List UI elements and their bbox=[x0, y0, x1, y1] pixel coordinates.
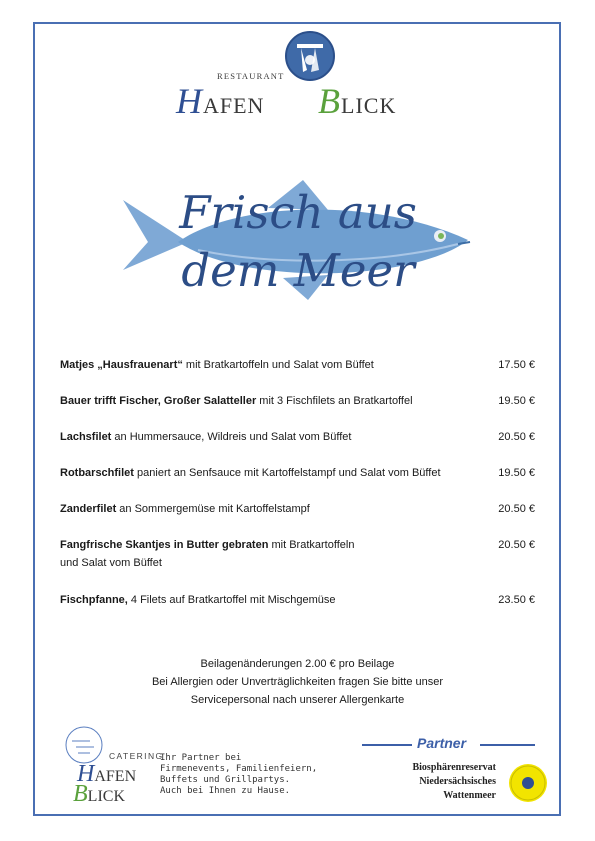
logo-restaurant-text: RESTAURANT bbox=[217, 71, 285, 81]
menu-item-desc: an Sommergemüse mit Kartoffelstampf bbox=[116, 503, 310, 515]
menu-item-name: Zanderfilet bbox=[60, 503, 117, 515]
catering-logo-block bbox=[62, 725, 318, 807]
partner-title: Partner bbox=[417, 735, 467, 751]
biosphere-seal-icon bbox=[508, 763, 548, 803]
menu-item-price: 20.50 € bbox=[498, 539, 535, 551]
menu-item-name: Bauer trifft Fischer, Großer Salatteller bbox=[60, 395, 257, 407]
partner-rule-left bbox=[362, 744, 412, 746]
menu-item-name: Lachsfilet bbox=[60, 431, 112, 443]
restaurant-logo bbox=[0, 0, 595, 130]
hero-title-line1: Frisch aus bbox=[179, 186, 417, 239]
catering-description: Ihr Partner bei Firmenevents, Familienfeiern, Buffets und Grillpartys. Auch bei Ihnen zu Hause. bbox=[160, 753, 318, 796]
allergy-notes bbox=[0, 655, 595, 709]
menu-item-desc: mit 3 Fischfilets an Bratkartoffel bbox=[256, 395, 413, 407]
catering-label: CATERING bbox=[109, 751, 164, 761]
fish-hero bbox=[118, 170, 478, 315]
menu-item-desc: mit Bratkartoffeln und Salat vom Büffet bbox=[182, 359, 374, 371]
lighthouse-emblem-icon bbox=[283, 30, 337, 82]
menu-item-desc: an Hummersauce, Wildreis und Salat vom Büffet bbox=[111, 431, 352, 443]
menu-item-price: 19.50 € bbox=[498, 395, 535, 407]
menu-item-name: Fischpfanne, bbox=[60, 594, 128, 606]
menu-item-name: Matjes „Hausfrauenart“ bbox=[60, 359, 183, 371]
menu-item-price: 19.50 € bbox=[498, 467, 535, 479]
menu-item-price: 17.50 € bbox=[498, 359, 535, 371]
menu-item-desc: paniert an Senfsauce mit Kartoffelstampf und Salat vom Büffet bbox=[133, 467, 441, 479]
hero-title-line2: dem Meer bbox=[181, 244, 415, 297]
catering-hafen: HAFEN bbox=[77, 761, 137, 787]
notes-line: Bei Allergien oder Unverträglichkeiten fragen Sie bitte unser bbox=[151, 676, 444, 688]
logo-blick: BLICK bbox=[318, 81, 397, 121]
menu-item-price: 23.50 € bbox=[498, 594, 535, 606]
menu-item-desc: mit Bratkartoffeln bbox=[268, 539, 355, 551]
partner-text: Biosphärenreservat Niedersächsisches Wattenmeer bbox=[412, 762, 496, 801]
menu-item-desc: 4 Filets auf Bratkartoffel mit Mischgemüse bbox=[127, 594, 336, 606]
notes-line: Servicepersonal nach unserer Allergenkarte bbox=[190, 694, 405, 706]
menu-item-price: 20.50 € bbox=[498, 503, 535, 515]
partner-rule-right bbox=[480, 744, 535, 746]
menu-item-price: 20.50 € bbox=[498, 431, 535, 443]
logo-hafen: HAFEN bbox=[176, 81, 265, 121]
menu-item-name: Rotbarschfilet bbox=[60, 467, 134, 479]
menu-item-name: Fangfrische Skantjes in Butter gebraten bbox=[60, 539, 269, 551]
menu-item-desc-cont: und Salat vom Büffet bbox=[60, 557, 162, 569]
catering-emblem-icon bbox=[64, 725, 104, 765]
partner-block bbox=[362, 735, 547, 810]
catering-blick: BLICK bbox=[73, 781, 125, 807]
notes-line: Beilagenänderungen 2.00 € pro Beilage bbox=[200, 658, 395, 670]
